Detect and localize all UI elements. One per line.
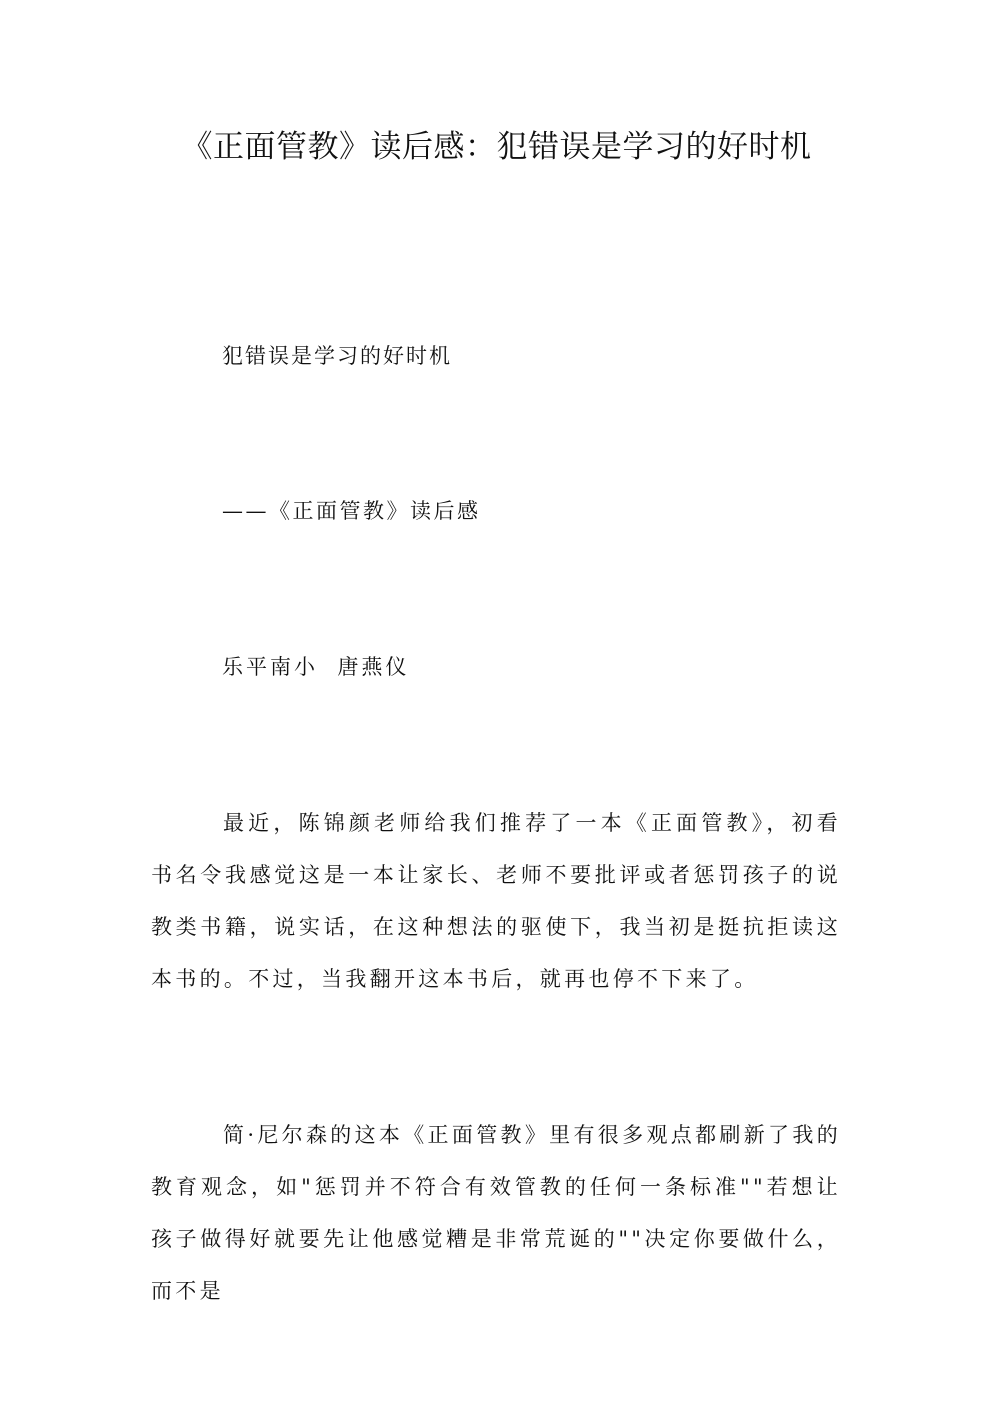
article-subheading: ——《正面管教》读后感: [222, 499, 481, 523]
author-line: 乐平南小 唐燕仪: [222, 655, 410, 679]
document-title: 《正面管教》读后感：犯错误是学习的好时机: [181, 129, 812, 165]
article-heading: 犯错误是学习的好时机: [222, 344, 452, 368]
paragraph-2: 简·尼尔森的这本《正面管教》里有很多观点都刷新了我的教育观念，如"惩罚并不符合有效管教的任何一条标准""若想让孩子做得好就要先让他感觉糟是非常荒诞的""决定你要做什么，而不是: [151, 1123, 841, 1303]
paragraph-1: 最近，陈锦颜老师给我们推荐了一本《正面管教》，初看书名令我感觉这是一本让家长、老师不要批评或者惩罚孩子的说教类书籍，说实话，在这种想法的驱使下，我当初是挺抗拒读这本书的。不过，当我翻开这本书后，就再也停不下来了。: [151, 811, 841, 991]
